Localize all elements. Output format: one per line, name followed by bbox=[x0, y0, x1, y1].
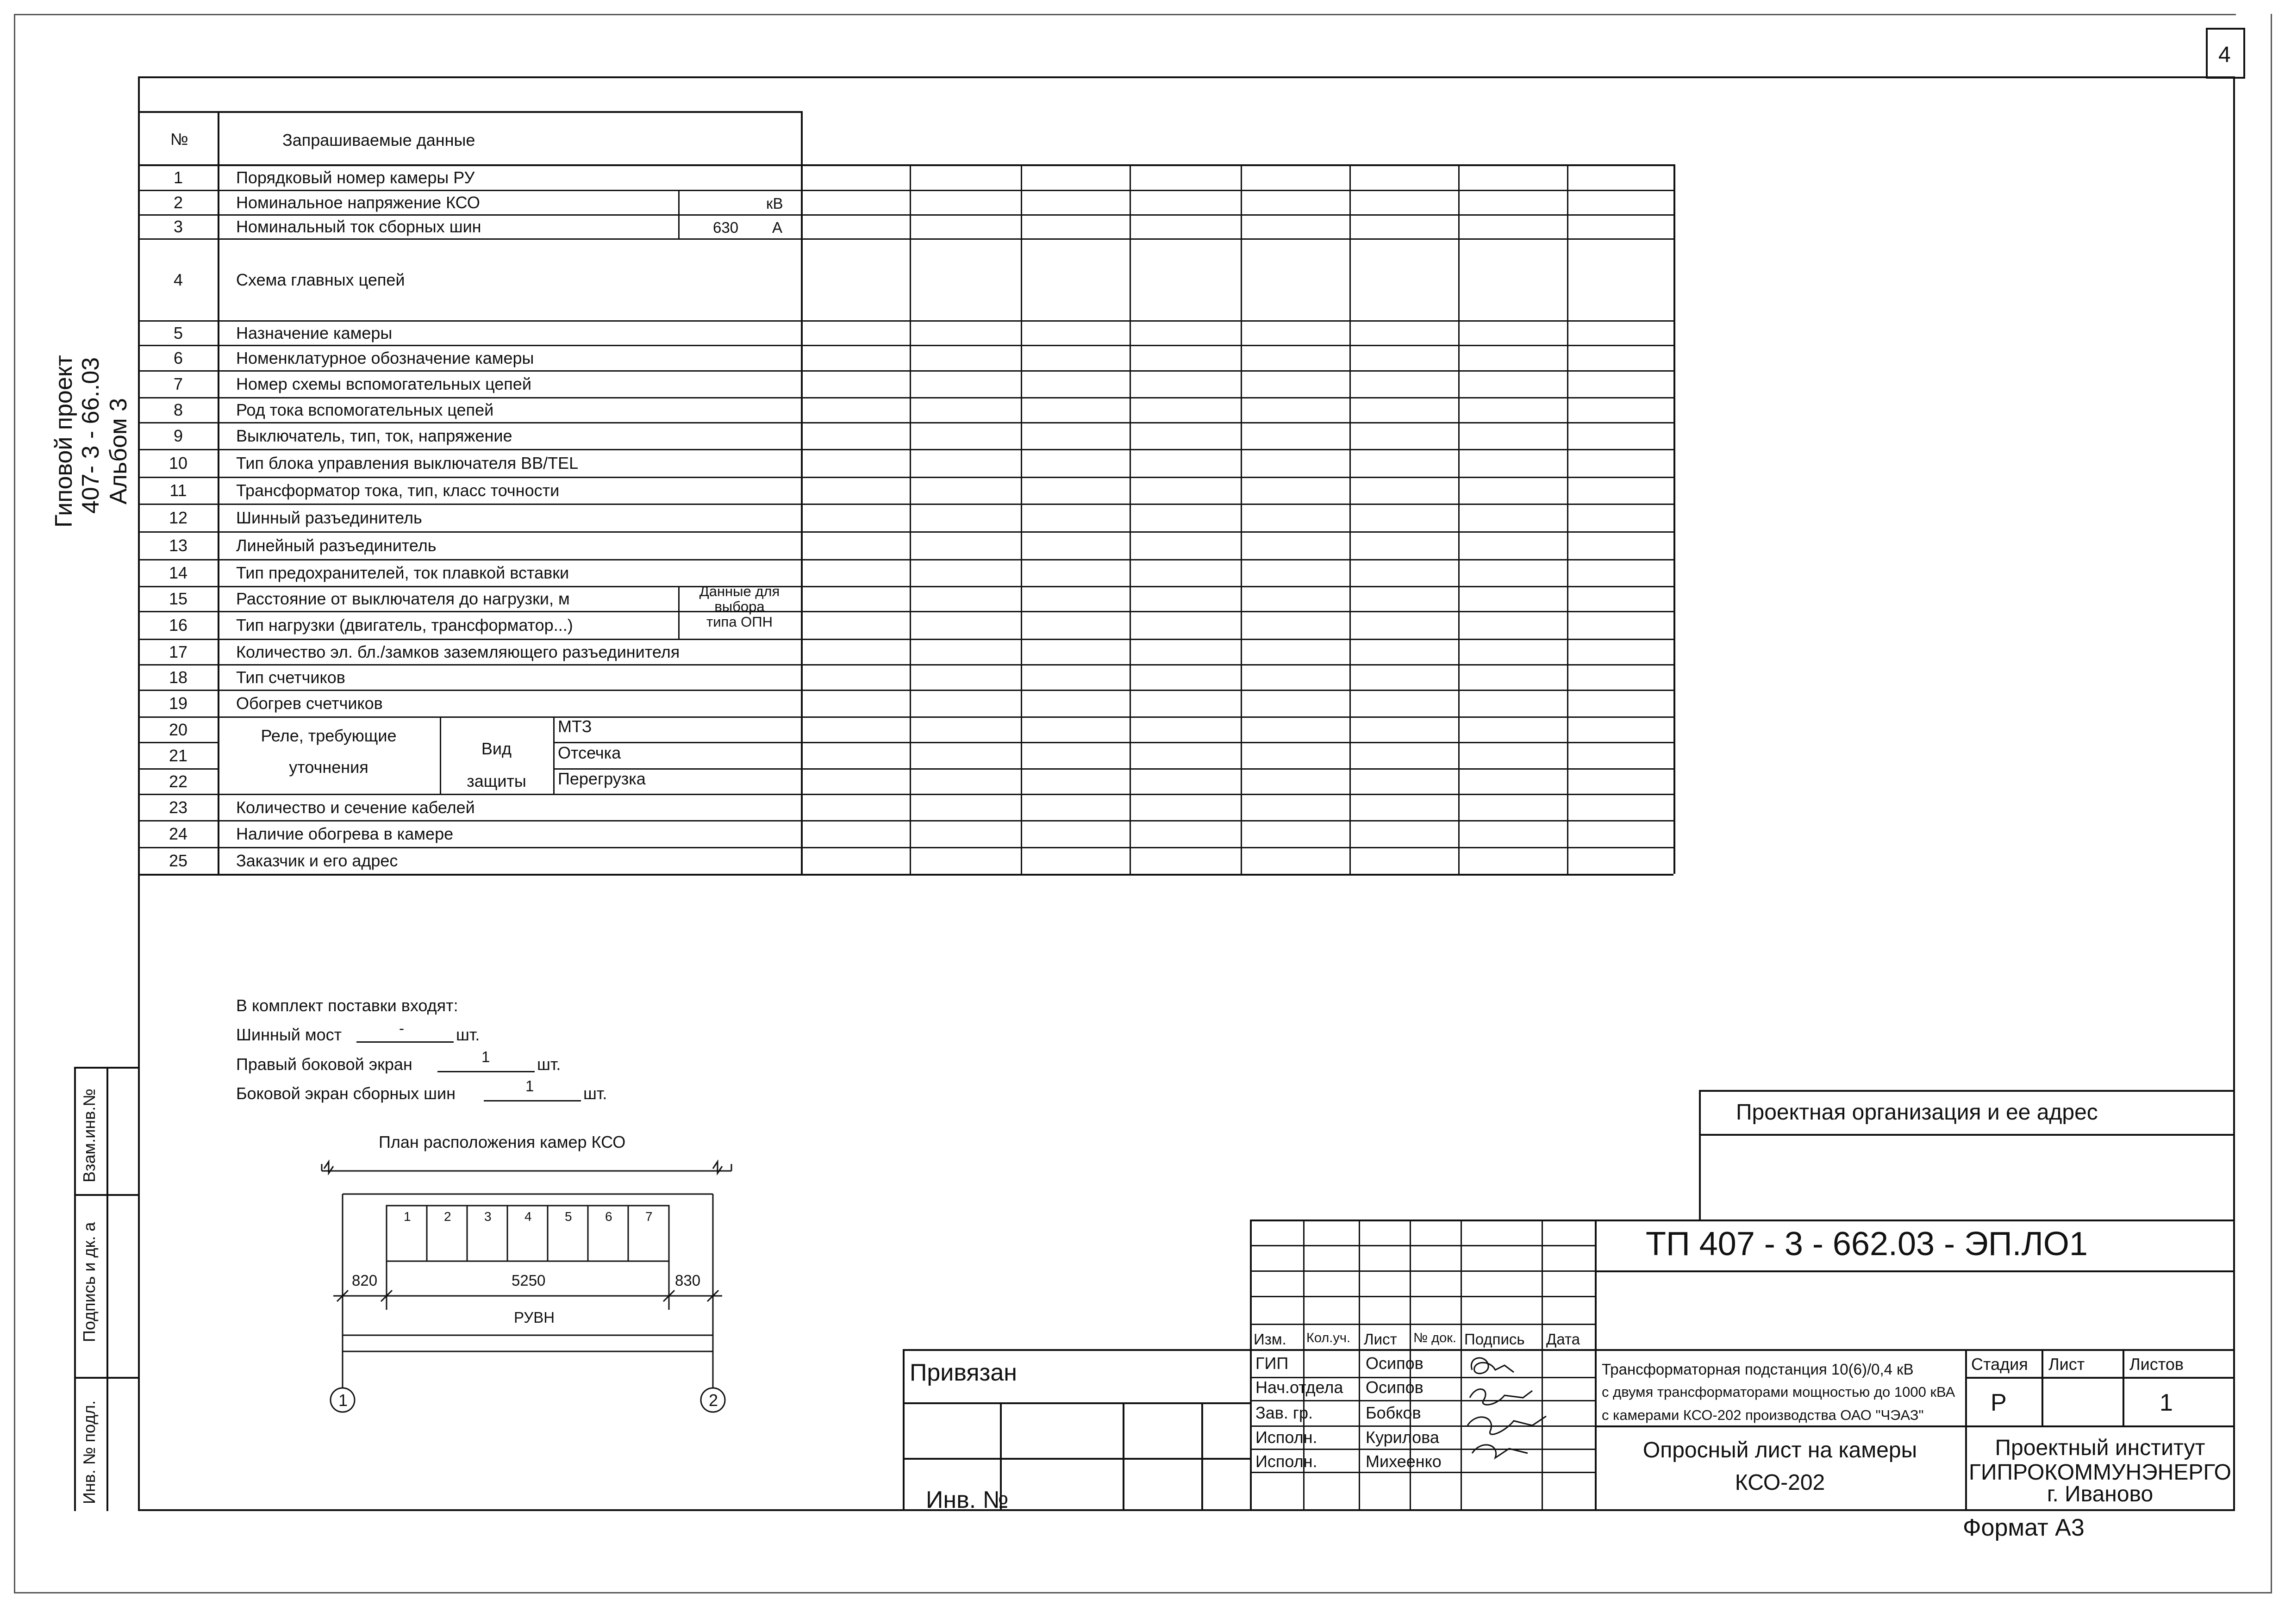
row-number: 21 bbox=[169, 746, 188, 765]
row-line bbox=[553, 768, 1673, 770]
row-line bbox=[139, 742, 218, 743]
kit-right-screen-unit: шт. bbox=[537, 1055, 561, 1074]
row-number: 8 bbox=[173, 400, 183, 419]
header-title: Запрашиваемые данные bbox=[282, 131, 475, 149]
table-top-line bbox=[139, 111, 801, 113]
kit-right-screen-line bbox=[437, 1071, 535, 1072]
privyazan-v3 bbox=[1201, 1402, 1203, 1511]
side-stamp-line1: Гиповой проект bbox=[50, 355, 77, 528]
plan-cell-number: 5 bbox=[565, 1209, 572, 1224]
role-title: Зав. гр. bbox=[1255, 1403, 1313, 1422]
outer-left-border bbox=[14, 14, 15, 1592]
relay-label-1: Реле, требующие bbox=[261, 726, 397, 745]
row-number: 6 bbox=[173, 348, 183, 367]
side-field-podpis: Подпись и дк. а bbox=[80, 1222, 99, 1342]
col-kol: Кол.уч. bbox=[1306, 1331, 1351, 1345]
role-name: Осипов bbox=[1366, 1378, 1423, 1397]
row-label: Заказчик и его адрес bbox=[236, 851, 398, 870]
row-number: 11 bbox=[169, 481, 187, 500]
role-name: Осипов bbox=[1366, 1354, 1423, 1373]
sheet-number: 4 bbox=[2218, 43, 2231, 67]
outer-right-border bbox=[2271, 14, 2272, 1592]
tb-desc-left bbox=[1595, 1220, 1597, 1511]
inv-no-label: Инв. № bbox=[926, 1487, 1009, 1513]
row-number: 23 bbox=[169, 797, 188, 817]
plan-cell-number: 4 bbox=[524, 1209, 532, 1224]
row-line bbox=[139, 164, 1673, 166]
row-number: 9 bbox=[173, 426, 183, 445]
row-line bbox=[139, 716, 1673, 718]
doc-title-2: КСО-202 bbox=[1735, 1470, 1825, 1495]
row-number: 5 bbox=[173, 323, 183, 342]
data-column-divider bbox=[1130, 164, 1131, 874]
plan-dim-right: 830 bbox=[675, 1272, 701, 1289]
row-label: Тип счетчиков bbox=[236, 667, 345, 687]
row-number: 14 bbox=[169, 563, 188, 582]
lists-header: Листов bbox=[2129, 1355, 2184, 1374]
role-title: Нач.отдела bbox=[1255, 1378, 1343, 1397]
row-line bbox=[139, 820, 1673, 821]
row-line bbox=[139, 320, 1673, 322]
col-izm: Изм. bbox=[1254, 1331, 1286, 1348]
plan-cell-number: 1 bbox=[404, 1209, 411, 1224]
row-label: Схема главных цепей bbox=[236, 270, 405, 289]
protection-label-1: Вид bbox=[481, 739, 512, 758]
tb-left bbox=[1250, 1220, 1252, 1511]
format-label: Формат А3 bbox=[1963, 1514, 2085, 1541]
row-label: Обогрев счетчиков bbox=[236, 694, 383, 713]
row-label: Наличие обогрева в камере bbox=[236, 824, 454, 843]
unit-a: А bbox=[772, 219, 783, 236]
list-header: Лист bbox=[2048, 1355, 2085, 1374]
role-title: Исполн. bbox=[1255, 1428, 1317, 1447]
prot-otsechka: Отсечка bbox=[558, 743, 621, 762]
kit-bus-screen-unit: шт. bbox=[583, 1084, 607, 1103]
row-line bbox=[139, 370, 1673, 372]
row-number: 3 bbox=[173, 217, 183, 236]
plan-dim-mid: 5250 bbox=[512, 1272, 546, 1289]
row-label: Тип блока управления выключателя ВВ/TEL bbox=[236, 454, 579, 473]
row-line bbox=[139, 345, 1673, 346]
side-field-sep-2 bbox=[74, 1377, 139, 1379]
org-box-left bbox=[1699, 1090, 1701, 1220]
row-line bbox=[139, 664, 1673, 666]
kit-right-screen-qty: 1 bbox=[481, 1048, 490, 1065]
prot-peregruzka: Перегрузка bbox=[558, 769, 646, 788]
kit-bus-screen-label: Боковой экран сборных шин bbox=[236, 1084, 456, 1103]
side-field-inv: Инв. № подл. bbox=[80, 1400, 99, 1504]
plan-room-label: РУВН bbox=[514, 1309, 555, 1326]
row-label: Линейный разъединитель bbox=[236, 536, 437, 555]
side-stamp-line2: 407- 3 - 66..03 bbox=[77, 357, 104, 514]
row-label: Выключатель, тип, ток, напряжение bbox=[236, 426, 512, 445]
row-line bbox=[139, 238, 1673, 240]
plan-cell-number: 6 bbox=[605, 1209, 612, 1224]
tb-list-right bbox=[2123, 1349, 2124, 1425]
row-label: Номинальный ток сборных шин bbox=[236, 217, 481, 236]
row-number: 25 bbox=[169, 851, 188, 870]
privyazan-top bbox=[903, 1349, 1250, 1351]
row-label: Шинный разъединитель bbox=[236, 508, 422, 527]
relay-label-2: уточнения bbox=[289, 758, 368, 777]
row-line bbox=[139, 397, 1673, 398]
col-sign: Подпись bbox=[1464, 1331, 1525, 1348]
row-number: 24 bbox=[169, 824, 188, 843]
opn-note-3: типа ОПН bbox=[706, 614, 773, 630]
row-line bbox=[139, 531, 1673, 533]
data-column-divider bbox=[910, 164, 911, 874]
col-doc: № док. bbox=[1413, 1331, 1456, 1345]
row-number: 12 bbox=[169, 508, 188, 527]
desc-line3: с камерами КСО-202 производства ОАО "ЧЭАЗ" bbox=[1602, 1407, 1924, 1423]
revision-row-line bbox=[1250, 1296, 1595, 1297]
row-number: 20 bbox=[169, 720, 188, 739]
table-header-right bbox=[801, 111, 803, 164]
row-line bbox=[139, 449, 1673, 450]
role-name: Бобков bbox=[1366, 1403, 1421, 1422]
opn-note-1: Данные для bbox=[699, 583, 780, 599]
frame-left-strip bbox=[74, 1067, 76, 1511]
desc-line2: с двумя трансформаторами мощностью до 1000 кВА bbox=[1602, 1384, 1955, 1400]
plan-dim-left: 820 bbox=[352, 1272, 378, 1289]
role-title: Исполн. bbox=[1255, 1452, 1317, 1471]
tb-stage-header bbox=[1965, 1377, 2235, 1379]
kit-right-screen-label: Правый боковой экран bbox=[236, 1055, 412, 1074]
role-title: ГИП bbox=[1255, 1354, 1289, 1373]
protection-label-2: защиты bbox=[467, 772, 526, 790]
stage-value: Р bbox=[1991, 1389, 2007, 1416]
row-label: Тип предохранителей, ток плавкой вставки bbox=[236, 563, 569, 582]
row-line bbox=[139, 690, 1673, 691]
row-number: 22 bbox=[169, 772, 188, 791]
row-label: Номенклатурное обозначение камеры bbox=[236, 348, 534, 367]
privyazan-line-1 bbox=[903, 1402, 1250, 1404]
row-label: Количество эл. бл./замков заземляющего разъединителя bbox=[236, 642, 680, 661]
unit-divider bbox=[678, 190, 680, 238]
row-label: Количество и сечение кабелей bbox=[236, 797, 475, 817]
tb-stage-right bbox=[2042, 1349, 2043, 1425]
row-line bbox=[139, 422, 1673, 423]
row-label: Номер схемы вспомогательных цепей bbox=[236, 374, 531, 393]
plan-title: План расположения камер КСО bbox=[379, 1132, 626, 1151]
col-list: Лист bbox=[1364, 1331, 1397, 1348]
row-line bbox=[139, 611, 1673, 612]
org-label: Проектная организация и ее адрес bbox=[1736, 1100, 2098, 1125]
revision-row-line bbox=[1250, 1324, 1595, 1325]
inst-2: ГИПРОКОММУНЭНЕРГО bbox=[1969, 1460, 2231, 1485]
row-number: 10 bbox=[169, 454, 188, 473]
col-date: Дата bbox=[1546, 1331, 1580, 1348]
inst-1: Проектный институт bbox=[1995, 1436, 2205, 1460]
revision-column-divider bbox=[1359, 1220, 1360, 1511]
doc-title-1: Опросный лист на камеры bbox=[1642, 1438, 1917, 1462]
row-number: 4 bbox=[173, 270, 183, 289]
row-line bbox=[139, 586, 1673, 587]
row-label: Тип нагрузки (двигатель, трансформатор...) bbox=[236, 616, 573, 635]
signatures bbox=[1463, 1351, 1555, 1490]
kit-bus-bridge-unit: шт. bbox=[456, 1025, 480, 1044]
opn-note-2: выбора bbox=[714, 598, 765, 615]
plan-cell-number: 3 bbox=[484, 1209, 492, 1224]
row-number: 17 bbox=[169, 642, 188, 661]
table-label-divider bbox=[801, 164, 803, 874]
tb-header-line bbox=[1250, 1349, 2235, 1351]
kit-bus-bridge-line bbox=[356, 1041, 454, 1043]
doc-code: ТП 407 - 3 - 662.03 - ЭП.ЛО1 bbox=[1646, 1226, 2088, 1263]
privyazan-v2 bbox=[1123, 1402, 1124, 1511]
tb-top bbox=[1250, 1220, 2235, 1221]
revision-row-line bbox=[1250, 1270, 1595, 1272]
inst-3: г. Иваново bbox=[2047, 1482, 2154, 1506]
org-box-mid bbox=[1699, 1134, 2235, 1136]
row-line bbox=[139, 504, 1673, 505]
data-column-divider bbox=[1349, 164, 1351, 874]
side-field-sep-1 bbox=[74, 1194, 139, 1196]
outer-bottom-border bbox=[14, 1592, 2272, 1593]
stage-header: Стадия bbox=[1971, 1355, 2028, 1374]
unit-kv: кВ bbox=[766, 195, 783, 212]
side-stamp-line3: Альбом 3 bbox=[105, 398, 132, 504]
kit-bus-bridge-qty: - bbox=[399, 1020, 404, 1037]
desc-line1: Трансформаторная подстанция 10(6)/0,4 кВ bbox=[1602, 1361, 1914, 1378]
table-right-border bbox=[1673, 164, 1675, 874]
plan-cell-number: 2 bbox=[444, 1209, 451, 1224]
privyazan-line-2 bbox=[903, 1458, 1250, 1460]
row-label: Номинальное напряжение КСО bbox=[236, 193, 480, 212]
row-line bbox=[139, 874, 1673, 876]
data-column-divider bbox=[1458, 164, 1460, 874]
tb-code-bottom bbox=[1595, 1270, 2235, 1272]
privyazan-left bbox=[903, 1349, 905, 1511]
row-label: Назначение камеры bbox=[236, 323, 393, 342]
org-box-top bbox=[1699, 1090, 2235, 1092]
row-number: 18 bbox=[169, 667, 188, 687]
row-line bbox=[139, 214, 1673, 216]
role-name: Курилова bbox=[1366, 1428, 1439, 1447]
row-line bbox=[139, 190, 1673, 191]
lists-value: 1 bbox=[2160, 1389, 2173, 1416]
row-number: 2 bbox=[173, 193, 183, 212]
data-column-divider bbox=[1567, 164, 1568, 874]
row-line bbox=[139, 847, 1673, 848]
row-line bbox=[139, 639, 1673, 640]
data-column-divider bbox=[1021, 164, 1022, 874]
kit-bus-screen-line bbox=[484, 1100, 581, 1101]
row-number: 1 bbox=[173, 168, 183, 187]
header-num: № bbox=[170, 130, 188, 149]
plan-axis-1: 1 bbox=[338, 1391, 348, 1410]
kit-bus-bridge-label: Шинный мост bbox=[236, 1025, 342, 1044]
kit-title: В комплект поставки входят: bbox=[236, 996, 458, 1015]
row-label: Расстояние от выключателя до нагрузки, м bbox=[236, 589, 570, 608]
outer-top-border bbox=[14, 14, 2236, 15]
row-label: Род тока вспомогательных цепей bbox=[236, 400, 494, 419]
role-name: Михеенко bbox=[1366, 1452, 1442, 1471]
tb-mid-line bbox=[1595, 1425, 2235, 1427]
row-label: Трансформатор тока, тип, класс точности bbox=[236, 481, 560, 500]
row-line bbox=[139, 768, 218, 770]
value-630: 630 bbox=[713, 219, 739, 236]
plan-axis-2: 2 bbox=[709, 1391, 718, 1410]
row-number: 7 bbox=[173, 374, 183, 393]
row-number: 13 bbox=[169, 536, 188, 555]
revision-row-line bbox=[1250, 1245, 1595, 1246]
kit-bus-screen-qty: 1 bbox=[525, 1077, 534, 1095]
row-line bbox=[139, 794, 1673, 795]
data-column-divider bbox=[1241, 164, 1242, 874]
row-line bbox=[553, 742, 1673, 743]
row-line bbox=[139, 477, 1673, 478]
privyazan-label: Привязан bbox=[910, 1359, 1018, 1386]
revision-column-divider bbox=[1461, 1220, 1462, 1511]
plan-cell-number: 7 bbox=[645, 1209, 653, 1224]
side-field-vzam: Взам.инв.№ bbox=[80, 1088, 99, 1182]
row-label: Порядковый номер камеры РУ bbox=[236, 168, 475, 187]
protection-divider bbox=[553, 716, 555, 794]
row-number: 15 bbox=[169, 589, 188, 608]
row-line bbox=[139, 559, 1673, 560]
side-field-divider bbox=[106, 1067, 108, 1511]
row-number: 16 bbox=[169, 616, 188, 635]
prot-mtz: МТЗ bbox=[558, 717, 592, 736]
row-number: 19 bbox=[169, 694, 188, 713]
